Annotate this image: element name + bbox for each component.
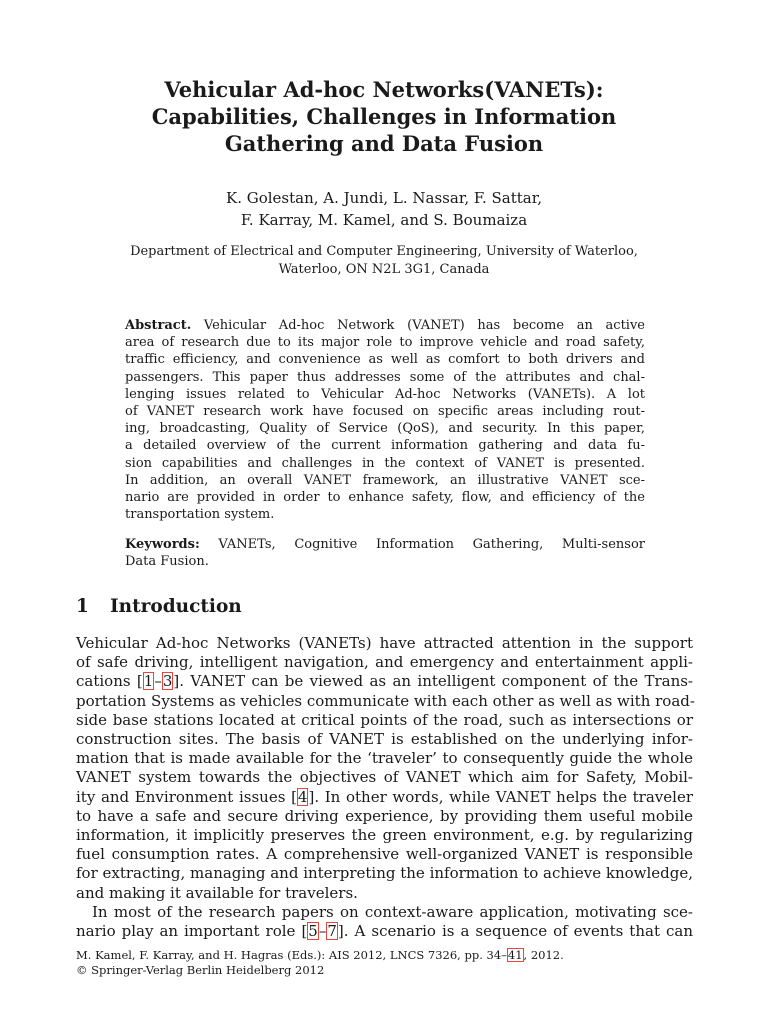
footer-text: M. Kamel, F. Karray, and H. Hagras (Eds.): AIS 2012, LNCS 7326, pp. 34– <box>76 948 507 962</box>
body-text-span: – <box>318 922 327 941</box>
body-line: mation that is made available for the ‘traveler’ to consequently guide the whole <box>76 749 693 768</box>
body-line: side base stations located at critical points of the road, such as intersections or <box>76 710 693 729</box>
abstract-line: area of research due to its major role to improve vehicle and road safety, <box>125 335 645 351</box>
footer-line <box>76 948 564 963</box>
abstract-line: In addition, an overall VANET framework, an illustrative VANET sce- <box>125 472 645 488</box>
page-range-link[interactable]: 41 <box>507 948 523 962</box>
title-line: Vehicular Ad-hoc Networks(VANETs): <box>164 77 604 102</box>
abstract <box>125 317 645 523</box>
affiliation-line: Department of Electrical and Computer Engineering, University of Waterloo, <box>130 244 638 259</box>
copyright-line: © Springer-Verlag Berlin Heidelberg 2012 <box>76 963 325 977</box>
abstract-line: transportation system. <box>125 507 275 523</box>
page-footer <box>76 948 564 978</box>
abstract-line: of VANET research work have focused on specific areas including rout- <box>125 404 645 420</box>
keywords-text: VANETs, Cognitive Information Gathering, Multi-sensor <box>199 537 645 552</box>
body-line: fuel consumption rates. A comprehensive well-organized VANET is responsible <box>76 845 693 864</box>
body-line <box>76 922 693 941</box>
keywords-label: Keywords: <box>125 537 200 552</box>
abstract-line: lenging issues related to Vehicular Ad-hoc Networks (VANETs). A lot <box>125 386 645 402</box>
keywords-line <box>125 536 645 553</box>
paper-title <box>80 76 688 157</box>
body-line: Vehicular Ad-hoc Networks (VANETs) have attracted attention in the support <box>76 634 693 652</box>
citation-link-5[interactable]: 5 <box>308 922 318 941</box>
body-text-span: – <box>154 672 162 691</box>
citation-link-1[interactable]: 1 <box>143 672 154 691</box>
body-line: VANET system towards the objectives of VANET which aim for Safety, Mobil- <box>76 768 693 787</box>
footer-text: , 2012. <box>523 948 564 962</box>
citation-link-3[interactable]: 3 <box>162 672 173 691</box>
authors-line: K. Golestan, A. Jundi, L. Nassar, F. Sattar, <box>225 189 542 207</box>
abstract-label: Abstract. <box>125 318 192 333</box>
abstract-line: a detailed overview of the current information gathering and data fu- <box>125 438 645 454</box>
body-text-span: ]. VANET can be viewed as an intelligent component of the Trans- <box>173 672 693 691</box>
body-line: of safe driving, intelligent navigation, and emergency and entertainment appli- <box>76 653 693 672</box>
body-line: construction sites. The basis of VANET is established on the underlying infor- <box>76 730 693 749</box>
body-text-span: ]. In other words, while VANET helps the traveler <box>308 787 693 806</box>
affiliation <box>60 243 708 279</box>
abstract-line: passengers. This paper thus addresses some of the attributes and chal- <box>125 369 645 385</box>
keywords-line: Data Fusion. <box>125 554 209 570</box>
abstract-text: Vehicular Ad-hoc Network (VANET) has become an active <box>191 318 645 333</box>
abstract-line <box>125 317 645 334</box>
body-line: information, it implicitly preserves the green environment, e.g. by regularizing <box>76 826 693 845</box>
body-line <box>76 788 693 807</box>
body-line: for extracting, managing and interpreting the information to achieve knowledge, <box>76 864 693 883</box>
title-line: Gathering and Data Fusion <box>224 131 544 156</box>
body-text-span: nario play an important role [ <box>76 922 308 941</box>
body-text <box>76 634 693 941</box>
title-line: Capabilities, Challenges in Information <box>151 104 617 129</box>
body-line: and making it available for travelers. <box>76 883 358 902</box>
body-line: portation Systems as vehicles communicate with each other as well as with road- <box>76 691 695 710</box>
body-text-span: ]. A scenario is a sequence of events that can <box>337 922 693 941</box>
abstract-line: sion capabilities and challenges in the context of VANET is presented. <box>125 455 645 471</box>
citation-link-4[interactable]: 4 <box>297 787 308 806</box>
body-line: In most of the research papers on context-aware application, motivating sce- <box>92 902 693 921</box>
abstract-line: nario are provided in order to enhance safety, flow, and efficiency of the <box>125 490 645 506</box>
citation-link-7[interactable]: 7 <box>327 922 337 941</box>
authors-line: F. Karray, M. Kamel, and S. Boumaiza <box>240 211 528 229</box>
abstract-line: traffic efficiency, and convenience as well as comfort to both drivers and <box>125 352 645 368</box>
section-number: 1 <box>76 596 89 617</box>
section-title: Introduction <box>110 596 242 617</box>
keywords <box>125 536 645 570</box>
section-heading <box>76 596 242 617</box>
body-text-span: ity and Environment issues [ <box>76 787 297 806</box>
affiliation-line: Waterloo, ON N2L 3G1, Canada <box>278 262 490 277</box>
author-list <box>80 187 688 231</box>
body-line: to have a safe and secure driving experience, by providing them useful mobile <box>76 806 693 825</box>
body-text-span: cations [ <box>76 672 143 691</box>
body-line <box>76 672 693 691</box>
abstract-line: ing, broadcasting, Quality of Service (QoS), and security. In this paper, <box>125 421 645 437</box>
